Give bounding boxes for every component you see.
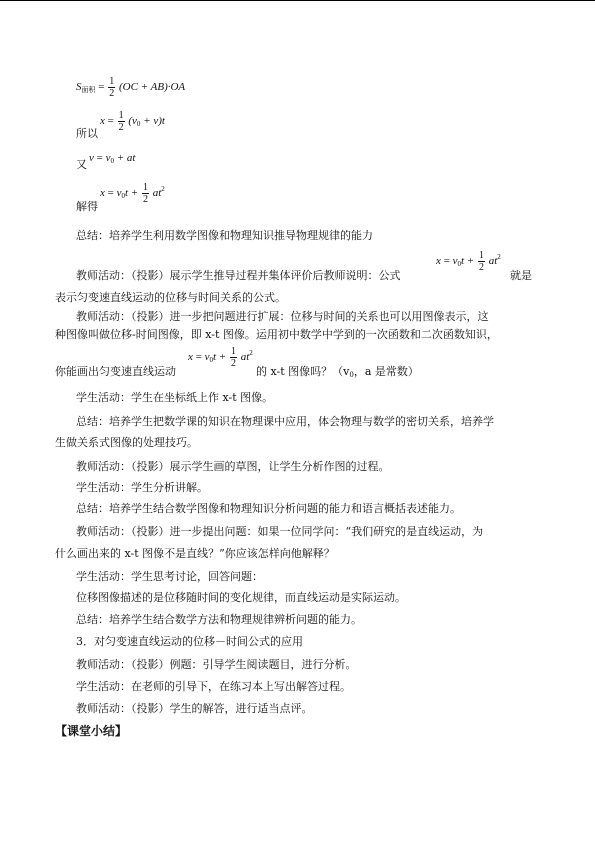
teacher-activity-4a: 教师活动：（投影）进一步提出问题：如果一位同学问：“我们研究的是直线运动，为 (76, 525, 484, 538)
teacher-activity-1a: 教师活动：（投影）展示学生推导过程并集体评价后教师说明：公式 (76, 269, 401, 282)
formula-displacement-1: $x = v_0t$ + $\frac{1}{2}$ $at^2$ (100, 182, 165, 205)
top-rule (0, 0, 595, 1)
formula-displacement-2: $x = v_0t$ + $\frac{1}{2}$ $at^2$ (436, 250, 501, 273)
formula-x-average: x = $\frac{1}{2}$ $(v_0 + v)t$ (100, 110, 165, 133)
summary-1: 总结：培养学生利用数学图像和物理知识推导物理规律的能力 (76, 229, 373, 242)
text-jiede: 解得 (76, 200, 98, 213)
teacher-activity-2a: 教师活动：（投影）进一步把问题进行扩展：位移与时间的关系也可以用图像表示，这 (76, 310, 489, 323)
teacher-activity-2b: 种图像叫做位移-时间图像，即 x-t 图像。运用初中数学中学到的一次函数和二次函数知识， (55, 328, 498, 341)
student-activity-1: 学生活动：学生在坐标纸上作 x-t 图像。 (76, 391, 274, 404)
teacher-activity-1c: 表示匀变速直线运动的位移与时间关系的公式。 (55, 291, 286, 304)
text-you: 又 (76, 158, 87, 171)
teacher-activity-1b: 就是 (510, 269, 532, 282)
summary-2a: 总结：培养学生把数学课的知识在物理课中应用，体会物理与数学的密切关系，培养学 (76, 415, 494, 428)
student-activity-3: 学生活动：学生思考讨论，回答问题： (76, 570, 263, 583)
summary-3: 总结：培养学生结合数学图像和物理知识分析问题的能力和语言概括表述能力。 (76, 502, 461, 515)
text-suoyi: 所以 (76, 127, 98, 140)
section-heading-summary: 【课堂小结】 (55, 724, 128, 738)
summary-2b: 生做关系式图像的处理技巧。 (55, 436, 198, 449)
answer-text: 位移图像描述的是位移随时间的变化规律，而直线运动是实际运动。 (76, 591, 406, 604)
teacher-activity-2d: 的 x-t 图像吗？（$v_0$，a 是常数） (256, 365, 419, 379)
teacher-activity-4b: 什么画出来的 x-t 图像不是直线？”你应该怎样向他解释？ (55, 547, 335, 560)
teacher-activity-5: 教师活动：（投影）例题：引导学生阅读题目，进行分析。 (76, 658, 357, 671)
formula-displacement-3: $x = v_0t$ + $\frac{1}{2}$ $at^2$ (188, 346, 253, 369)
formula-area: $S_{面积}$ = $\frac{1}{2}$ (OC + AB)·OA (76, 76, 186, 99)
teacher-activity-6: 教师活动：（投影）学生的解答，进行适当点评。 (76, 702, 313, 715)
summary-4: 总结：培养学生结合数学方法和物理规律辨析问题的能力。 (76, 613, 362, 626)
teacher-activity-2c: 你能画出匀变速直线运动 (55, 365, 176, 378)
student-activity-4: 学生活动：在老师的引导下，在练习本上写出解答过程。 (76, 680, 351, 693)
teacher-activity-3: 教师活动：（投影）展示学生画的草图，让学生分析作图的过程。 (76, 460, 390, 473)
formula-velocity: $v = v_0$ + at (89, 152, 136, 165)
student-activity-2: 学生活动：学生分析讲解。 (76, 481, 208, 494)
section-3-title: 3．对匀变速直线运动的位移－时间公式的应用 (76, 635, 303, 648)
